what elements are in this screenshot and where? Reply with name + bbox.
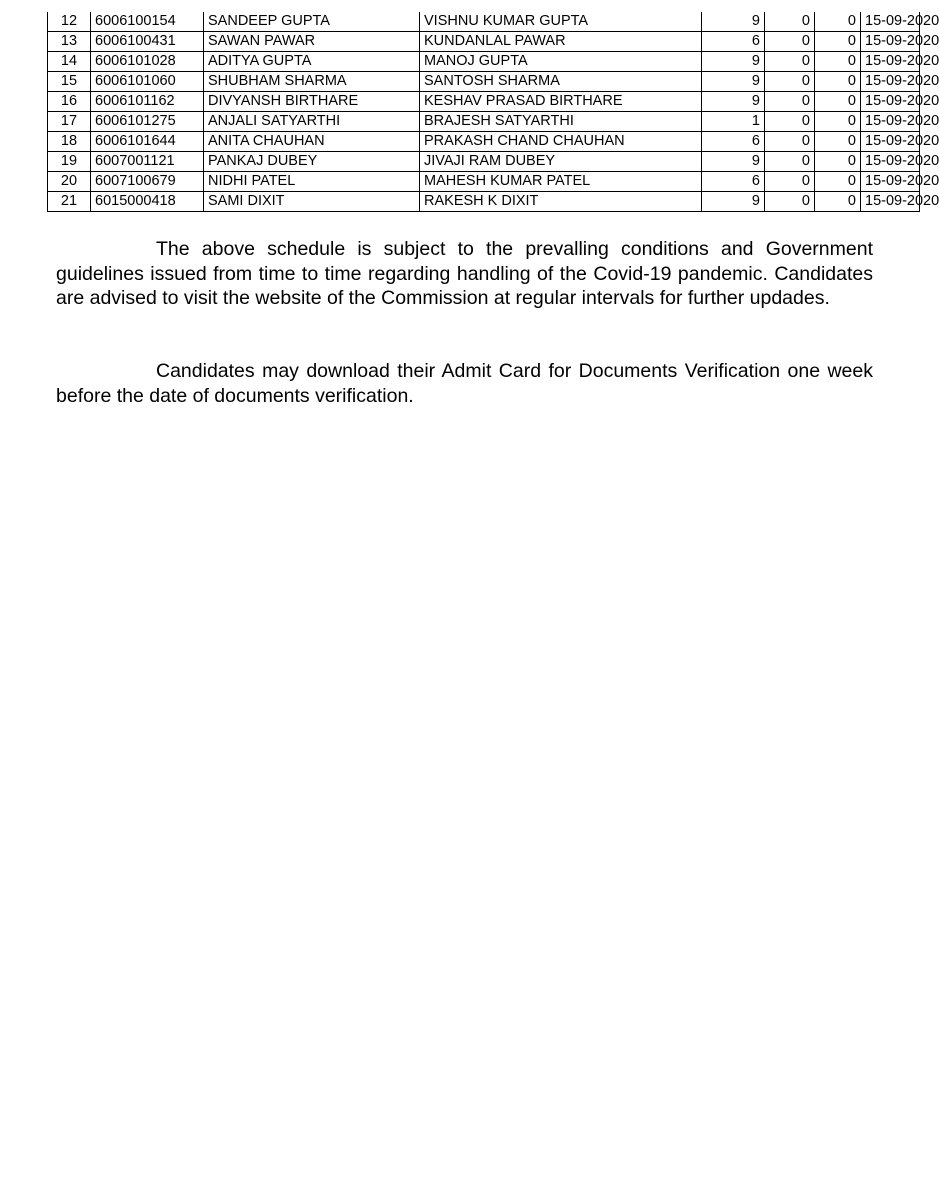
value-cell: 0 bbox=[815, 52, 861, 72]
table-row bbox=[48, 92, 920, 112]
father-name-cell: MAHESH KUMAR PATEL bbox=[420, 172, 702, 192]
father-name-cell: MANOJ GUPTA bbox=[420, 52, 702, 72]
date-cell: 15-09-2020 bbox=[861, 52, 920, 72]
value-cell: 0 bbox=[765, 152, 815, 172]
value-cell: 0 bbox=[765, 52, 815, 72]
value-cell: 0 bbox=[765, 192, 815, 212]
roll-number-cell: 6006101162 bbox=[91, 92, 204, 112]
date-cell: 15-09-2020 bbox=[861, 72, 920, 92]
value-cell: 0 bbox=[815, 132, 861, 152]
candidate-table bbox=[47, 12, 939, 212]
value-cell: 0 bbox=[815, 192, 861, 212]
admit-card-note: Candidates may download their Admit Card for Documents Verification one week before the date of documents verification. bbox=[56, 360, 873, 407]
covid-guidelines-note: The above schedule is subject to the prevalling conditions and Government guidelines issued from time to time regarding handling of the Covid-19 pandemic. Candidates are advised to visit the website of the Commission at regular intervals for further updades. bbox=[56, 238, 873, 309]
value-cell: 9 bbox=[702, 72, 765, 92]
roll-number-cell: 6007001121 bbox=[91, 152, 204, 172]
serial-number-cell: 13 bbox=[48, 32, 91, 52]
value-cell: 0 bbox=[765, 92, 815, 112]
candidate-name-cell: ANITA CHAUHAN bbox=[204, 132, 420, 152]
value-cell: 9 bbox=[702, 92, 765, 112]
table-row bbox=[48, 152, 920, 172]
serial-number-cell: 20 bbox=[48, 172, 91, 192]
serial-number-cell: 16 bbox=[48, 92, 91, 112]
value-cell: 9 bbox=[702, 12, 765, 32]
candidate-name-cell: NIDHI PATEL bbox=[204, 172, 420, 192]
candidate-name-cell: SAMI DIXIT bbox=[204, 192, 420, 212]
roll-number-cell: 6006100154 bbox=[91, 12, 204, 32]
table-row bbox=[48, 172, 920, 192]
value-cell: 6 bbox=[702, 32, 765, 52]
table-row bbox=[48, 192, 920, 212]
value-cell: 6 bbox=[702, 132, 765, 152]
value-cell: 0 bbox=[815, 112, 861, 132]
father-name-cell: KESHAV PRASAD BIRTHARE bbox=[420, 92, 702, 112]
date-cell: 15-09-2020 bbox=[861, 92, 920, 112]
roll-number-cell: 6006101275 bbox=[91, 112, 204, 132]
table-row bbox=[48, 52, 920, 72]
value-cell: 0 bbox=[815, 152, 861, 172]
value-cell: 0 bbox=[815, 72, 861, 92]
value-cell: 0 bbox=[815, 12, 861, 32]
candidate-name-cell: PANKAJ DUBEY bbox=[204, 152, 420, 172]
value-cell: 9 bbox=[702, 192, 765, 212]
serial-number-cell: 12 bbox=[48, 12, 91, 32]
date-cell: 15-09-2020 bbox=[861, 12, 920, 32]
value-cell: 1 bbox=[702, 112, 765, 132]
father-name-cell: KUNDANLAL PAWAR bbox=[420, 32, 702, 52]
roll-number-cell: 6015000418 bbox=[91, 192, 204, 212]
roll-number-cell: 6006101028 bbox=[91, 52, 204, 72]
father-name-cell: BRAJESH SATYARTHI bbox=[420, 112, 702, 132]
father-name-cell: PRAKASH CHAND CHAUHAN bbox=[420, 132, 702, 152]
candidate-name-cell: DIVYANSH BIRTHARE bbox=[204, 92, 420, 112]
value-cell: 0 bbox=[815, 92, 861, 112]
table-row bbox=[48, 72, 920, 92]
roll-number-cell: 6006101644 bbox=[91, 132, 204, 152]
candidate-name-cell: ANJALI SATYARTHI bbox=[204, 112, 420, 132]
serial-number-cell: 21 bbox=[48, 192, 91, 212]
father-name-cell: VISHNU KUMAR GUPTA bbox=[420, 12, 702, 32]
serial-number-cell: 18 bbox=[48, 132, 91, 152]
candidate-name-cell: ADITYA GUPTA bbox=[204, 52, 420, 72]
roll-number-cell: 6006100431 bbox=[91, 32, 204, 52]
roll-number-cell: 6006101060 bbox=[91, 72, 204, 92]
candidate-name-cell: SHUBHAM SHARMA bbox=[204, 72, 420, 92]
table-row bbox=[48, 32, 920, 52]
father-name-cell: RAKESH K DIXIT bbox=[420, 192, 702, 212]
value-cell: 0 bbox=[815, 172, 861, 192]
candidate-name-cell: SANDEEP GUPTA bbox=[204, 12, 420, 32]
date-cell: 15-09-2020 bbox=[861, 172, 920, 192]
father-name-cell: SANTOSH SHARMA bbox=[420, 72, 702, 92]
value-cell: 6 bbox=[702, 172, 765, 192]
value-cell: 0 bbox=[765, 32, 815, 52]
table-row bbox=[48, 132, 920, 152]
date-cell: 15-09-2020 bbox=[861, 32, 920, 52]
value-cell: 0 bbox=[765, 132, 815, 152]
date-cell: 15-09-2020 bbox=[861, 112, 920, 132]
serial-number-cell: 14 bbox=[48, 52, 91, 72]
value-cell: 0 bbox=[765, 72, 815, 92]
serial-number-cell: 15 bbox=[48, 72, 91, 92]
serial-number-cell: 19 bbox=[48, 152, 91, 172]
value-cell: 0 bbox=[765, 112, 815, 132]
table-row bbox=[48, 112, 920, 132]
value-cell: 9 bbox=[702, 152, 765, 172]
candidate-name-cell: SAWAN PAWAR bbox=[204, 32, 420, 52]
value-cell: 0 bbox=[765, 12, 815, 32]
date-cell: 15-09-2020 bbox=[861, 152, 920, 172]
table-row bbox=[48, 12, 920, 32]
serial-number-cell: 17 bbox=[48, 112, 91, 132]
roll-number-cell: 6007100679 bbox=[91, 172, 204, 192]
value-cell: 9 bbox=[702, 52, 765, 72]
father-name-cell: JIVAJI RAM DUBEY bbox=[420, 152, 702, 172]
date-cell: 15-09-2020 bbox=[861, 132, 920, 152]
date-cell: 15-09-2020 bbox=[861, 192, 920, 212]
value-cell: 0 bbox=[815, 32, 861, 52]
value-cell: 0 bbox=[765, 172, 815, 192]
